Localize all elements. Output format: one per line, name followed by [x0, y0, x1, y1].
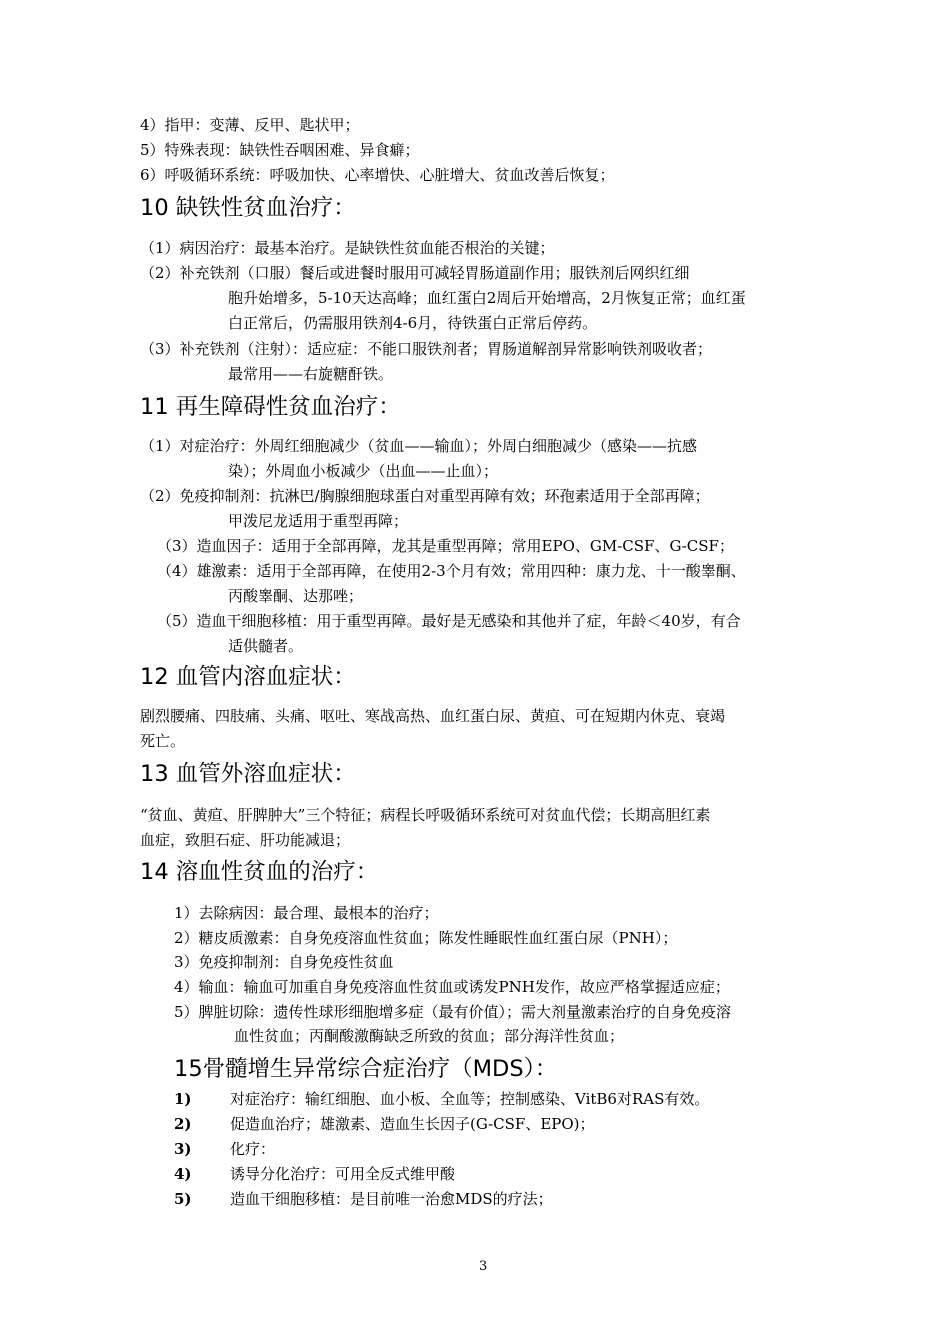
list-number: 4)	[174, 1165, 192, 1183]
paragraph-line: （4）雄激素：适用于全部再障，在使用2-3个月有效；常用四种：康力龙、十一酸睾酮、	[157, 562, 746, 580]
paragraph-line: 染）；外周血小板减少（出血——止血）；	[228, 462, 499, 480]
section-heading: 14 溶血性贫血的治疗：	[140, 859, 379, 885]
paragraph-line: （3）补充铁剂（注射）：适应症：不能口服铁剂者；胃肠道解剖异常影响铁剂吸收者；	[140, 340, 713, 358]
paragraph-line: （3）造血因子：适用于全部再障，龙其是重型再障；常用EPO、GM-CSF、G-CSF；	[157, 537, 734, 555]
paragraph-line: 3）免疫抑制剂：自身免疫性贫血	[174, 953, 394, 971]
section-heading: 15骨髓增生异常综合症治疗（MDS）：	[174, 1056, 558, 1082]
list-number: 3)	[174, 1140, 192, 1158]
paragraph-line: 死亡。	[140, 732, 186, 750]
paragraph-line: （5）造血干细胞移植：用于重型再障。最好是无感染和其他并了症，年龄＜40岁，有合	[157, 612, 741, 630]
list-item: 6）呼吸循环系统：呼吸加快、心率增快、心脏增大、贫血改善后恢复；	[140, 166, 615, 184]
list-item-text: 对症治疗：输红细胞、血小板、全血等；控制感染、VitB6对RAS有效。	[230, 1090, 710, 1108]
paragraph-line: 1）去除病因：最合理、最根本的治疗；	[174, 904, 439, 922]
paragraph-line: 白正常后，仍需服用铁剂4-6月，待铁蛋白正常后停药。	[228, 314, 598, 332]
page-number: 3	[479, 1259, 488, 1274]
list-item-text: 诱导分化治疗：可用全反式维甲酸	[230, 1165, 456, 1183]
section-heading: 12 血管内溶血症状：	[140, 664, 356, 690]
paragraph-line: （2）补充铁剂（口服）餐后或进餐时服用可减轻胃肠道副作用；服铁剂后网织红细	[140, 264, 690, 282]
paragraph-line: 2）糖皮质激素：自身免疫溶血性贫血；陈发性睡眠性血红蛋白尿（PNH）；	[174, 929, 678, 947]
section-heading: 13 血管外溶血症状：	[140, 761, 356, 787]
paragraph-line: 最常用——右旋糖酐铁。	[228, 365, 394, 383]
list-number: 5)	[174, 1190, 192, 1208]
list-number: 1)	[174, 1090, 192, 1108]
paragraph-line: 5）脾脏切除：遗传性球形细胞增多症（最有价值）；需大剂量激素治疗的自身免疫溶	[174, 1003, 732, 1021]
paragraph-line: （2）免疫抑制剂：抗淋巴/胸腺细胞球蛋白对重型再障有效；环孢素适用于全部再障；	[140, 487, 710, 505]
paragraph-line: 血症，致胆石症、肝功能减退；	[140, 831, 351, 849]
paragraph-line: “贫血、黄疸、肝脾肿大”三个特征；病程长呼吸循环系统可对贫血代偿；长期高胆红素	[140, 806, 711, 824]
list-item: 4）指甲：变薄、反甲、匙状甲；	[140, 116, 360, 134]
section-heading: 10 缺铁性贫血治疗：	[140, 195, 356, 221]
paragraph-line: 丙酸睾酮、达那唑；	[228, 587, 364, 605]
paragraph-line: 4）输血：输血可加重自身免疫溶血性贫血或诱发PNH发作，故应严格掌握适应症；	[174, 978, 730, 996]
paragraph-line: （1）病因治疗：最基本治疗。是缺铁性贫血能否根治的关键；	[140, 239, 555, 257]
list-item-text: 造血干细胞移植：是目前唯一治愈MDS的疗法；	[230, 1190, 553, 1208]
paragraph-line: 血性贫血；丙酮酸激酶缺乏所致的贫血；部分海洋性贫血；	[234, 1027, 625, 1045]
paragraph-line: （1）对症治疗：外周红细胞减少（贫血——输血）；外周白细胞减少（感染——抗感	[140, 437, 698, 455]
list-item-text: 促造血治疗；雄激素、造血生长因子(G-CSF、EPO)；	[230, 1115, 595, 1133]
paragraph-line: 胞升始增多，5-10天达高峰；血红蛋白2周后开始增高，2月恢复正常；血红蛋	[228, 289, 746, 307]
list-item-text: 化疗：	[230, 1140, 276, 1158]
section-heading: 11 再生障碍性贫血治疗：	[140, 394, 401, 420]
paragraph-line: 甲泼尼龙适用于重型再障；	[228, 512, 409, 530]
paragraph-line: 剧烈腰痛、四肢痛、头痛、呕吐、寒战高热、血红蛋白尿、黄疸、可在短期内休克、衰竭	[140, 707, 726, 725]
list-number: 2)	[174, 1115, 192, 1133]
list-item: 5）特殊表现：缺铁性吞咽困难、异食癖；	[140, 141, 420, 159]
paragraph-line: 适供髓者。	[228, 637, 304, 655]
